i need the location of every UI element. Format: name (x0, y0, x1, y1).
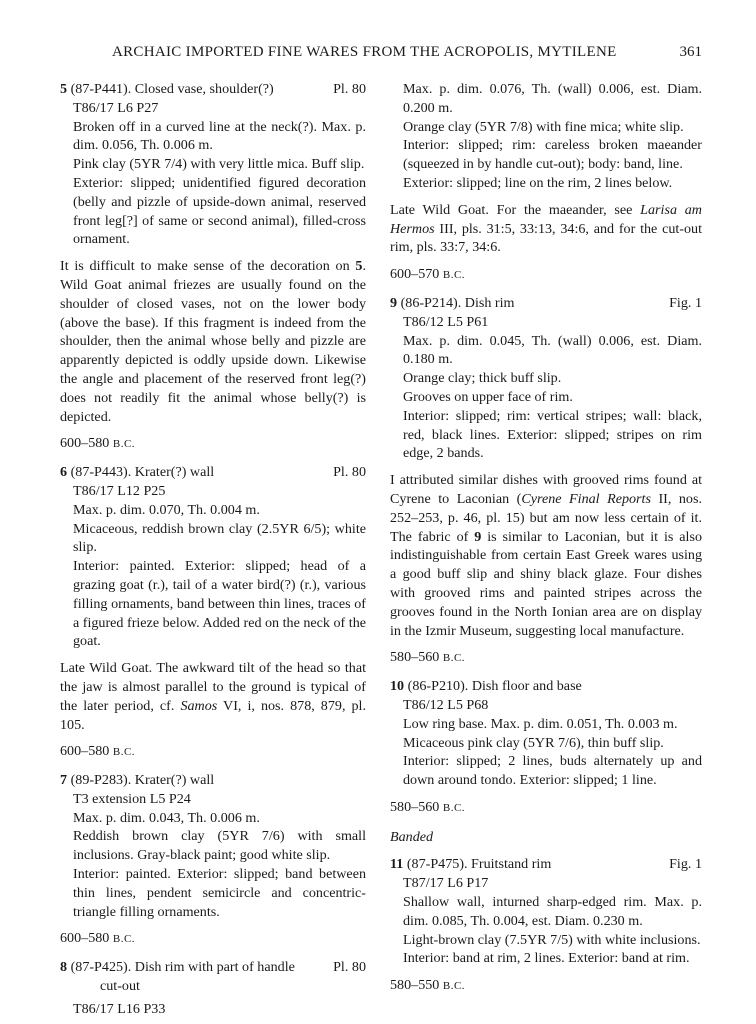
description-line: Reddish brown clay (5YR 7/6) with small inclusions. Gray-black paint; good white slip. (73, 828, 366, 864)
date: 580–560 B.C. (390, 649, 466, 666)
entry-title: (86-P210). Dish floor and base (407, 678, 582, 695)
plate-ref: Pl. 80 (333, 81, 366, 97)
description-line: Grooves on upper face of rim. (403, 388, 573, 405)
running-head: ARCHAIC IMPORTED FINE WARES FROM THE ACROPOLIS, MYTILENE (112, 44, 617, 60)
context-code: T86/17 L12 P25 (73, 482, 166, 499)
entry-heading (60, 958, 366, 996)
entry-title: (89-P283). Krater(?) wall (70, 772, 215, 789)
description-line: Exterior: slipped; unidentified figured decoration (belly and pizzle of upside-down animal, reserved front leg[?] of same or second animal), filled-cross ornament. (73, 174, 366, 248)
entry-title: (87-P441). Closed vase, shoulder(?) (70, 81, 274, 97)
catalog-entry-8 (60, 958, 366, 1018)
description-line: Max. p. dim. 0.076, Th. (wall) 0.006, est. Diam. 0.200 m. (403, 81, 702, 116)
entry-number: 8 (60, 959, 68, 976)
date: 600–570 B.C. (390, 266, 466, 283)
description-line: Low ring base. Max. p. dim. 0.051, Th. 0.003 m. (403, 715, 678, 732)
description-line: Shallow wall, inturned sharp-edged rim. Max. p. dim. 0.085, Th. 0.004, est. Diam. 0.230 m. (403, 894, 702, 929)
description-line: Micaceous pink clay (5YR 7/6), thin buff slip. (403, 734, 664, 751)
description-line: Micaceous, reddish brown clay (2.5YR 6/5); white slip. (73, 520, 366, 556)
description-line: Interior: band at rim, 2 lines. Exterior: band at rim. (403, 950, 690, 967)
description-line: Interior: painted. Exterior: slipped; band between thin lines, pendent semicircle and concentric-triangle filling ornaments. (73, 866, 366, 920)
context-code: T86/12 L5 P68 (403, 696, 489, 713)
description-line: Max. p. dim. 0.043, Th. 0.006 m. (73, 809, 260, 826)
date: 600–580 B.C. (60, 930, 136, 947)
entry-heading (390, 855, 702, 874)
catalog-entry-6 (60, 463, 366, 762)
entry-heading (60, 771, 366, 790)
catalog-entry-5 (60, 80, 366, 454)
date: 580–560 B.C. (390, 798, 466, 815)
figure-ref: Fig. 1 (669, 856, 702, 873)
right-column (390, 80, 702, 996)
entry-title: (87-P425). Dish rim with part of handle (70, 959, 295, 976)
entry-title: (87-P475). Fruitstand rim (406, 856, 552, 873)
context-code: T87/17 L6 P17 (403, 875, 489, 892)
catalog-entry-11 (390, 855, 702, 996)
commentary: I attributed similar dishes with grooved rims found at Cyrene to Laconian (Cyrene Final Reports II, nos. 252–253, p. 46, pl. 15) but am now less certain of it. The fabric of 9 is similar to Laconian, but it is also indistinguishable from certain East Greek wares using a good buff slip and shiny black glaze. Four dishes with grooved rims and painted stripes across the grooves found in the North Ionian area are on display in the Izmir Museum, suggesting local manufacture. (390, 472, 702, 639)
plate-ref: Pl. 80 (333, 464, 366, 481)
entry-number: 9 (390, 294, 398, 311)
description-line: Max. p. dim. 0.070, Th. 0.004 m. (73, 501, 260, 518)
context-code: T86/17 L16 P33 (73, 1000, 166, 1017)
left-column (60, 80, 366, 1019)
commentary: Late Wild Goat. The awkward tilt of the head so that the jaw is almost parallel to the ground is typical of the later period, cf. Samos VI, i, nos. 878, 879, pl. 105. (60, 660, 366, 733)
entry-heading (60, 463, 366, 482)
entry-number: 6 (60, 464, 68, 481)
entry-number: 10 (390, 678, 405, 695)
page-number: 361 (679, 44, 702, 60)
description-line: Orange clay (5YR 7/8) with fine mica; white slip. (403, 118, 684, 135)
description-line: Broken off in a curved line at the neck(?). Max. p. dim. 0.056, Th. 0.006 m. (73, 118, 366, 154)
context-code: T86/12 L5 P61 (403, 313, 489, 330)
plate-ref: Pl. 80 (333, 959, 366, 976)
description-line: Light-brown clay (7.5YR 7/5) with white inclusions. (403, 931, 701, 948)
catalog-entry-9 (390, 294, 702, 668)
entry-title-continued: cut-out (100, 978, 140, 995)
catalog-entry-7 (60, 771, 366, 949)
description-line: Max. p. dim. 0.045, Th. (wall) 0.006, est. Diam. 0.180 m. (403, 332, 702, 368)
description-line: Exterior: slipped; line on the rim, 2 lines below. (403, 174, 673, 191)
entry-heading (390, 677, 702, 696)
entry-number: 7 (60, 772, 68, 789)
commentary: Late Wild Goat. For the maeander, see Larisa am Hermos III, pls. 31:5, 33:13, 34:6, and for the cut-out rim, pls. 33:7, 34:6. (390, 201, 702, 256)
description-line: Interior: slipped; 2 lines, buds alternately up and down around tondo. Exterior: slipped; 1 line. (403, 753, 702, 789)
description-line: Pink clay (5YR 7/4) with very little mica. Buff slip. (73, 156, 365, 173)
entry-heading (60, 80, 366, 99)
figure-ref: Fig. 1 (669, 294, 702, 311)
description-line: Interior: painted. Exterior: slipped; head of a grazing goat (r.), tail of a water bird(?) (r.), various filling ornaments, band between thin lines, traces of a figured frieze below. Added red on the neck of the goat. (73, 558, 366, 650)
date: 600–580 B.C. (60, 435, 136, 452)
catalog-entry-8-continued (390, 80, 702, 285)
description-line: Interior: slipped; rim: careless broken maeander (squeezed in by handle cut-out); body: band, line. (403, 137, 702, 173)
entry-number: 11 (390, 856, 404, 873)
commentary: It is difficult to make sense of the decoration on 5. Wild Goat animal friezes are usually found on the shoulder of closed vases, not on the lower body (above the base). If this fragment is indeed from the shoulder, then the animal whose belly and pizzle are apparently depicted is oddly upside down. Likewise the angle and placement of the reserved front leg(?) does not readily fit the animal whose belly(?) is depicted. (60, 258, 366, 425)
date: 600–580 B.C. (60, 743, 136, 760)
description-line: Interior: slipped; rim: vertical stripes; wall: black, red, black lines. Exterior: slipped; stripes on rim edge, 2 bands. (403, 407, 702, 462)
entry-title: (86-P214). Dish rim (400, 294, 515, 311)
page-header (60, 44, 702, 68)
entry-number: 5 (60, 81, 68, 97)
context-code: T86/17 L6 P27 (73, 99, 159, 116)
entry-heading (390, 294, 702, 313)
description-line: Orange clay; thick buff slip. (403, 370, 562, 387)
context-code: T3 extension L5 P24 (73, 790, 191, 807)
date: 580–550 B.C. (390, 977, 466, 994)
section-subheading: Banded (390, 828, 434, 845)
entry-title: (87-P443). Krater(?) wall (70, 464, 215, 481)
catalog-entry-10 (390, 677, 702, 818)
